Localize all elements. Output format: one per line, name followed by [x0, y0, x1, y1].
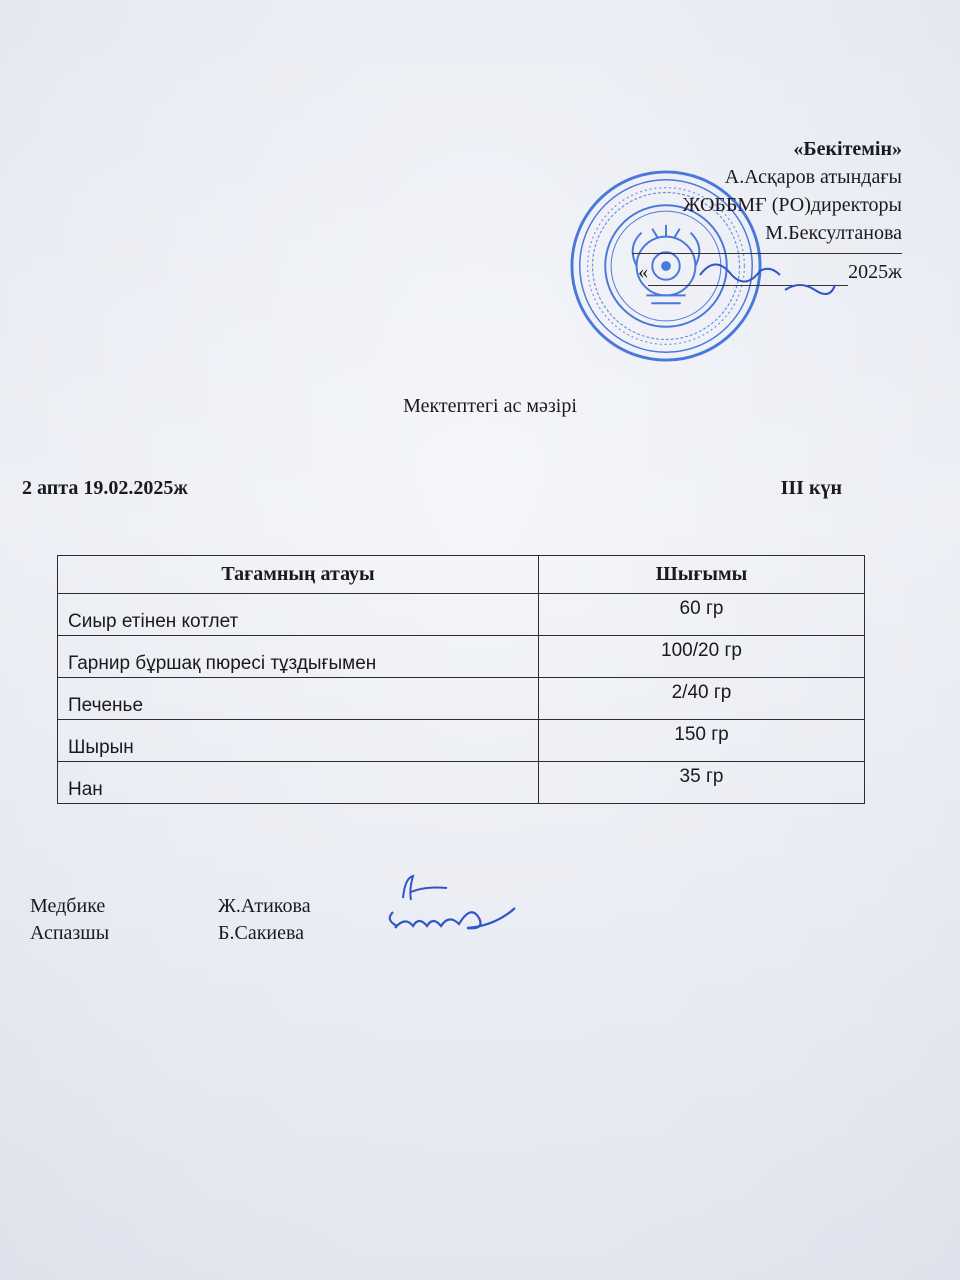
- staff-name: Ж.Атикова: [218, 895, 311, 917]
- dish-yield: 60 гр: [539, 594, 865, 636]
- staff-name: Б.Сакиева: [218, 922, 305, 944]
- staff-row: [30, 893, 311, 920]
- approval-heading: «Бекітемін»: [793, 138, 902, 160]
- table-row: [58, 636, 865, 678]
- table-header-row: [58, 556, 865, 594]
- approval-line-3: М.Бексултанова: [765, 222, 902, 244]
- dish-name: Нан: [58, 762, 539, 804]
- date-suffix: 2025ж: [848, 261, 902, 283]
- director-signature-icon: [690, 245, 840, 305]
- staff-signature-icon: [375, 868, 525, 948]
- dish-yield: 2/40 гр: [539, 678, 865, 720]
- approval-line-1: А.Асқаров атындағы: [724, 166, 902, 188]
- dish-name: Печенье: [58, 678, 539, 720]
- table-row: [58, 720, 865, 762]
- day-label: ІІІ күн: [780, 477, 842, 499]
- header-dish-name: Тағамның атауы: [58, 556, 539, 594]
- dish-name: Гарнир бұршақ пюресі тұздығымен: [58, 636, 539, 678]
- dish-name: Сиыр етінен котлет: [58, 594, 539, 636]
- week-info: [22, 477, 842, 500]
- dish-yield: 35 гр: [539, 762, 865, 804]
- staff-block: [30, 893, 311, 947]
- week-label: 2 апта 19.02.2025ж: [22, 477, 188, 499]
- menu-table: [57, 555, 865, 804]
- approval-line-2: ЖОББМҒ (РО)директоры: [682, 194, 902, 216]
- date-prefix: «: [638, 261, 649, 283]
- dish-yield: 100/20 гр: [539, 636, 865, 678]
- page-title: Мектептегі ас мәзірі: [403, 395, 577, 417]
- table-row: [58, 678, 865, 720]
- table-row: [58, 762, 865, 804]
- staff-role: Медбике: [30, 895, 106, 917]
- dish-yield: 150 гр: [539, 720, 865, 762]
- staff-row: [30, 920, 311, 947]
- staff-role: Аспазшы: [30, 922, 110, 944]
- table-row: [58, 594, 865, 636]
- dish-name: Шырын: [58, 720, 539, 762]
- header-yield: Шығымы: [539, 556, 865, 594]
